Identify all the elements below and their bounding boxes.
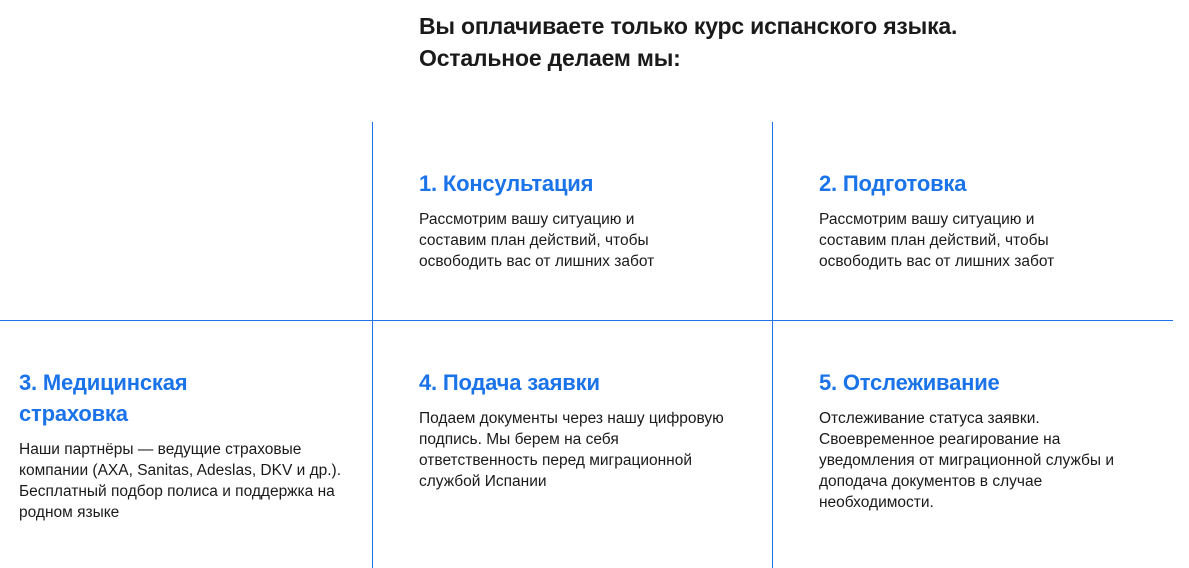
- step-title: 3. Медицинская страховка: [19, 370, 188, 426]
- headline-line-2: Остальное делаем мы:: [419, 45, 681, 71]
- step-title: 4. Подача заявки: [419, 370, 600, 395]
- headline-line-1: Вы оплачиваете только курс испанского языка.: [419, 13, 958, 39]
- step-card-application-submission: [419, 367, 739, 492]
- step-card-consultation: [419, 168, 719, 272]
- step-description: Рассмотрим вашу ситуацию и составим план действий, чтобы освободить вас от лишних забот: [419, 211, 655, 270]
- grid-divider-vertical-1: [372, 122, 373, 568]
- step-card-tracking: [819, 367, 1149, 513]
- section-headline: [419, 10, 1119, 74]
- step-title: 1. Консультация: [419, 171, 594, 196]
- step-card-medical-insurance: [19, 367, 342, 523]
- step-title: 2. Подготовка: [819, 171, 967, 196]
- step-card-preparation: [819, 168, 1119, 272]
- grid-divider-vertical-2: [772, 122, 773, 568]
- step-description: Отслеживание статуса заявки. Своевременное реагирование на уведомления от миграционной службы и доподача документов в случае необходимости.: [819, 410, 1114, 511]
- step-description: Подаем документы через нашу цифровую подпись. Мы берем на себя ответственность перед миграционной службой Испании: [419, 410, 724, 490]
- grid-divider-horizontal: [0, 320, 1173, 321]
- step-title: 5. Отслеживание: [819, 370, 1000, 395]
- step-description: Рассмотрим вашу ситуацию и составим план действий, чтобы освободить вас от лишних забот: [819, 211, 1055, 270]
- step-description: Наши партнёры — ведущие страховые компании (AXA, Sanitas, Adeslas, DKV и др.). Бесплатный подбор полиса и поддержка на родном языке: [19, 441, 342, 521]
